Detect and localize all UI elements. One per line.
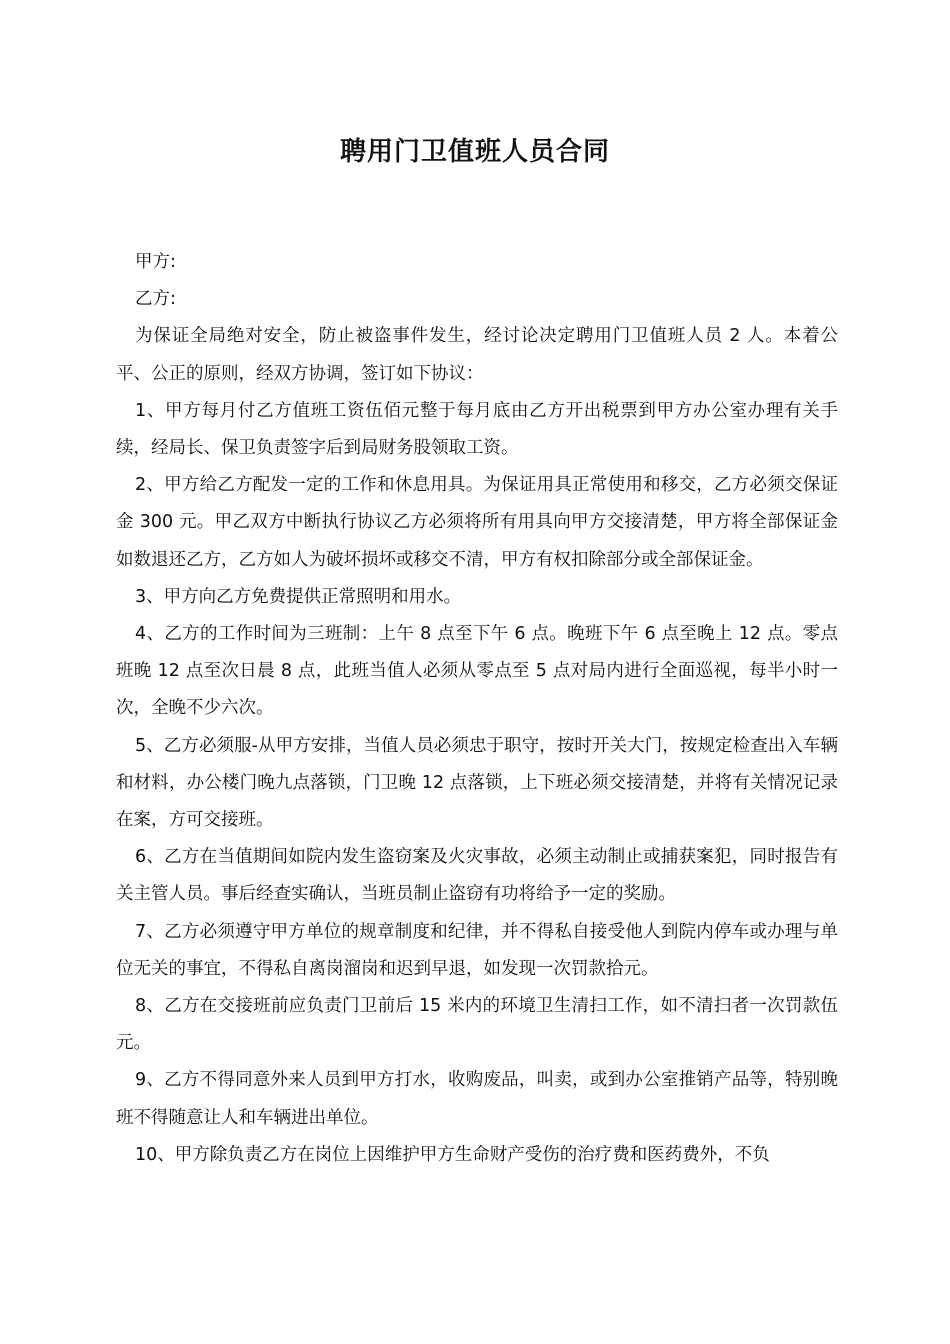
party-b-line: 乙方: xyxy=(135,289,176,310)
clause-1: 1、甲方每月付乙方值班工资伍佰元整于每月底由乙方开出税票到甲方办公室办理有关手续，经局长、保卫负责签字后到局财务股领取工资。 xyxy=(116,400,838,459)
clause-8: 8、乙方在交接班前应负责门卫前后 15 米内的环境卫生清扫工作，如不清扫者一次罚款伍元。 xyxy=(116,996,838,1054)
clause-10: 10、甲方除负责乙方在岗位上因维护甲方生命财产受伤的治疗费和医药费外，不负 xyxy=(135,1144,770,1165)
party-a-line: 甲方: xyxy=(135,252,176,272)
clause-2: 2、甲方给乙方配发一定的工作和休息用具。为保证用具正常使用和移交，乙方必须交保证金 300 元。甲乙双方中断执行协议乙方必须将所有用具向甲方交接清楚，甲方将全部保证金如数退还乙方，乙方如人为破坏损坏或移交不清，甲方有权扣除部分或全部保证金。 xyxy=(116,475,838,570)
clause-4: 4、乙方的工作时间为三班制：上午 8 点至下午 6 点。晚班下午 6 点至晚上 12 点。零点班晚 12 点至次日晨 8 点，此班当值人必须从零点至 5 点对局内进行全面巡视，每半小时一次，全晚不少六次。 xyxy=(116,624,838,719)
document-title: 聘用门卫值班人员合同 xyxy=(339,137,610,167)
clause-6: 6、乙方在当值期间如院内发生盗窃案及火灾事故，必须主动制止或捕获案犯，同时报告有关主管人员。事后经查实确认，当班员制止盗窃有功将给予一定的奖励。 xyxy=(116,847,838,905)
clause-5: 5、乙方必须服-从甲方安排，当值人员必须忠于职守，按时开关大门，按规定检查出入车辆和材料，办公楼门晚九点落锁，门卫晚 12 点落锁，上下班必须交接清楚，并将有关情况记录在案，方可交接班。 xyxy=(116,735,838,831)
clause-9: 9、乙方不得同意外来人员到甲方打水，收购废品，叫卖，或到办公室推销产品等，特别晚班不得随意让人和车辆进出单位。 xyxy=(116,1070,838,1128)
clause-3: 3、甲方向乙方免费提供正常照明和用水。 xyxy=(135,586,462,607)
document-body xyxy=(116,244,838,1174)
intro-paragraph: 为保证全局绝对安全，防止被盗事件发生，经讨论决定聘用门卫值班人员 2 人。本着公平、公正的原则，经双方协调，签订如下协议： xyxy=(116,326,838,384)
clause-7: 7、乙方必须遵守甲方单位的规章制度和纪律，并不得私自接受他人到院内停车或办理与单位无关的事宜，不得私自离岗溜岗和迟到早退，如发现一次罚款拾元。 xyxy=(116,921,838,979)
